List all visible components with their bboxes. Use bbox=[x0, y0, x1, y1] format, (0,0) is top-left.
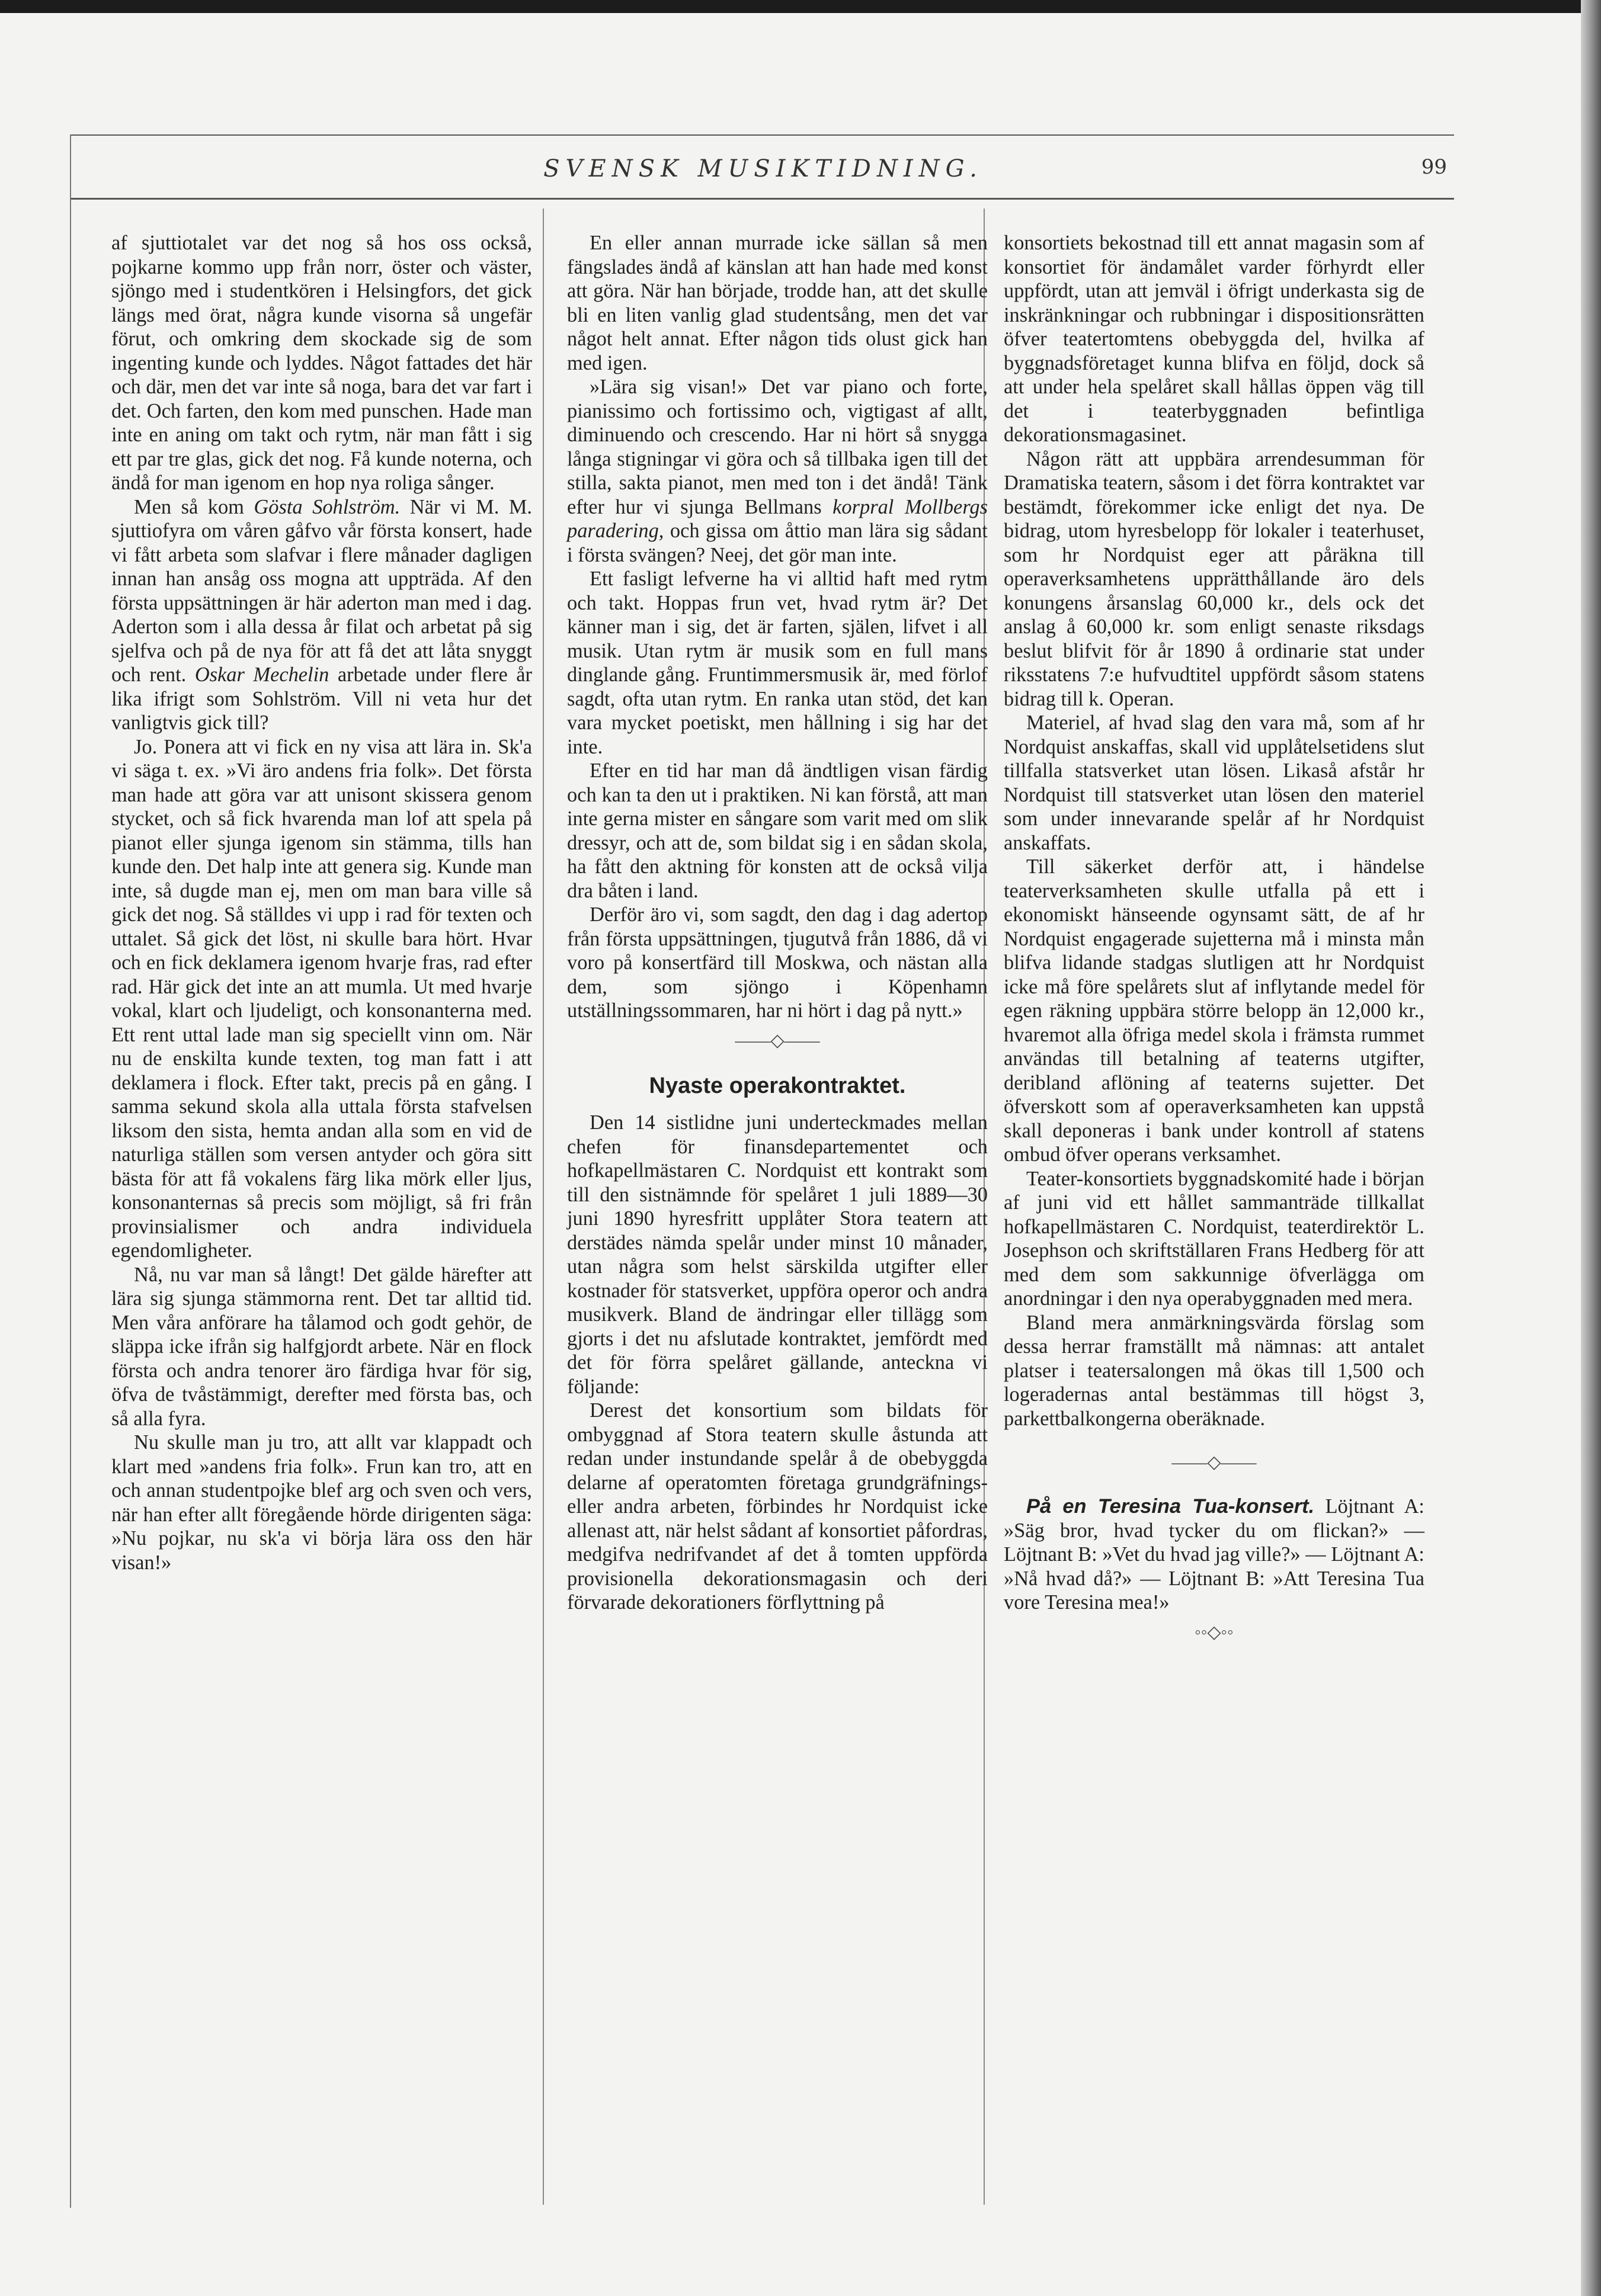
paragraph: Nå, nu var man så långt! Det gälde härefter att lära sig sjunga stämmorna rent. Det tar alltid tid. Men våra anförare ha tålamod och godt gehör, de släppa icke ifrån sig halfgjordt arbete. När en flock första och andra tenorer äro färdiga hvar för sig, öfva de tvåstämmigt, derefter med första bas, och så alla fyra. bbox=[111, 1263, 532, 1430]
separator-ornament: ——◇—— bbox=[735, 1030, 820, 1050]
paragraph: Jo. Ponera att vi fick en ny visa att lära in. Sk'a vi säga t. ex. »Vi äro andens fria folk». Det första man hade att göra var att unisont skissera genom stycket, och så fick hvarenda man lof att spela på pianot eller sjunga igenom sin stämma, tills han kunde den. Det halp inte att genera sig. Kunde man inte, så dugde man ej, men om man bara ville så gick det nog. Så ställdes vi upp i rad för texten och uttalet. Så gick det löst, ni skulle bara hört. Hvar och en fick deklamera igenom hvarje fras, rad efter rad. Här gick det inte an att mumla. Ut med hvarje vokal, klart och ljudeligt, och konsonanterna med. Ett rent uttal lade man sig speciellt vinn om. När nu de enskilta kunde texten, tog man fatt i att deklamera i flock. Efter takt, precis på en gång. I samma sekund skola alla uttala första stafvelsen liksom den sista, hemta andan alla som en vid de naturliga ställen som versen antyder och göra sitt bästa för att få vokalens färg lika mörk eller ljus, konsonanternas så precis som möjligt, så fri från provinsialismer och andra individuela egendomligheter. bbox=[111, 735, 532, 1262]
scan-top-edge bbox=[0, 0, 1601, 13]
paragraph: Nu skulle man ju tro, att allt var klappadt och klart med »andens fria folk». Frun kan tro, att en och annan studentpojke blef arg och sven och vers, när han efter allt föregående hörde dirigenten säga: »Nu pojkar, nu sk'a vi börja lära oss den här visan!» bbox=[111, 1431, 532, 1574]
paragraph: Någon rätt att uppbära arrendesumman för Dramatiska teatern, såsom i det förra kontraktet var bestämdt, förekommer icke enligt det nya. De bidrag, utom hyresbelopp för lokaler i teaterhuset, som hr Nordquist eger att påräkna till operaverksamhetens upprätthållande äro dels konungens årsanslag 60,000 kr., dels ock det anslag å 60,000 kr. som enligt senaste riksdags beslut blifvit för år 1890 å ordinarie stat under riksstatens 7:e hufvudtitel uppfördt såsom statens bidrag till k. Operan. bbox=[1004, 447, 1424, 710]
paragraph: Teater-konsortiets byggnadskomité hade i början af juni vid ett hållet sammanträde tillkallat hofkapellmästaren C. Nordquist, teaterdirektör L. Josephson och skriftställaren Frans Hedberg för att med dem som sakkunnige öfverlägga om anordningar i den nya operabyggnaden med mera. bbox=[1004, 1167, 1424, 1310]
paragraph: Efter en tid har man då ändtligen visan färdig och kan ta den ut i praktiken. Ni kan förstå, att man inte gerna mister en sångare som varit med om slik dressyr, och att de, som bildat sig i en sådan skola, ha fått den aktning för konsten att de också vilja dra båten i land. bbox=[567, 759, 988, 902]
column-divider-1 bbox=[543, 209, 544, 2205]
top-rule bbox=[70, 134, 1454, 136]
paragraph: Den 14 sistlidne juni underteckmades mellan chefen för finansdepartementet och hofkapellmästaren C. Nordquist ett kontrakt som till den sistnämnde för spelåret 1 juli 1889—30 juni 1890 hyresfritt upplåter Stora teatern att derstädes nämda spelår under minst 10 månader, utan några som helst särskilda utgifter eller kostnader för statsverket, uppföra operor och andra musikverk. Bland de ändringar eller tillägg som gjorts i det nu afslutade kontraktet, jemfördt med det för förra spelåret gällande, antecknа vi följande: bbox=[567, 1111, 988, 1398]
left-frame-rule bbox=[70, 134, 71, 2208]
page-header bbox=[76, 155, 1450, 197]
paragraph: Bland mera anmärkningsvärda förslag som dessa herrar framställt må nämnas: att antalet platser i teatersalongen må ökas till 1,500 och logeradernas antal bestämmas till högst 3, parkettbalkongerna oberäknade. bbox=[1004, 1311, 1424, 1430]
paragraph: af sjuttiotalet var det nog så hos oss också, pojkarne kommo upp från norr, öster och väster, sjöngo med i studentkören i Helsingfors, det gick längs med örat, några kunde visorna så ungefär förut, och omkring dem skockade sig de som ingenting kunde och lyddes. Något fattades det här och där, men det var inte så noga, bara det var fart i det. Och farten, den kom med punschen. Hade man inte en aning om takt och rytm, när man fått i sig ett par tre glas, gick det nog. Få kunde noterna, och ändå for man igenom en hop nya roliga sånger. bbox=[111, 232, 532, 494]
anecdote-paragraph: På en Teresina Tua-konsert. Löjtnant A: »Säg bror, hvad tycker du om flickan?» — Löjtnant B: »Vet du hvad jag ville?» — Löjtnant A: »Nå hvad då?» — Löjtnant B: »Att Teresina Tua vore Teresina mea!» bbox=[1004, 1495, 1424, 1614]
paragraph: Till säkerket derför att, i händelse teaterverksamheten skulle utfalla på ett i ekonomiskt hänseende ogynsamt sätt, de af hr Nordquist engagerade sujetterna må i minsta mån blifva lidande stadgas slutligen att hr Nordquist icke må före spelårets slut af inflytande medel för egen räkning uppbära större belopp än 12,000 kr., hvaremot alla öfriga medel skola i främsta rummet användas till betalning af teaterns utgifter, deribland aflöning af teaterns sujetter. Det öfverskott som af operaverksamheten kan uppstå skall deponeras i bank under kontroll af statens ombud öfver operans verksamhet. bbox=[1004, 855, 1424, 1166]
masthead-title: SVENSK MUSIKTIDNING. bbox=[543, 155, 983, 182]
section-heading: Nyaste operakontraktet. bbox=[649, 1073, 906, 1098]
scan-right-edge bbox=[1581, 0, 1601, 2296]
paragraph: Men så kom Gösta Sohlström. När vi M. M. sjuttiofyra om våren gåfvo vår första konsert, hade vi fått arbeta som slafvar i flere månader dagligen innan han ansåg oss mogna att uppträda. Af den första uppsättningen är här aderton man med i dag. Aderton som i alla dessa år filat och arbetat på sig sjelfva och på de nya för att få det att låta snyggt och rent. Oskar Mechelin arbetade under flere år lika ifrigt som Sohlström. Vill ni veta hur det vanligtvis gick till? bbox=[111, 495, 532, 734]
header-rule bbox=[70, 198, 1454, 200]
column-2 bbox=[567, 231, 988, 1615]
emphasis: korpral Mollbergs paradering, bbox=[567, 495, 988, 542]
paragraph: En eller annan murrade icke sällan så men fängslades ändå af känslan att han hade med konst att göra. När han började, trodde han, att det skulle bli en liten vanlig glad studentsång, men det var något helt annat. Efter någon tids olust gick han med igen. bbox=[567, 232, 988, 374]
column-3 bbox=[1004, 231, 1424, 1650]
paragraph: Materiel, af hvad slag den vara må, som af hr Nordquist anskaffas, skall vid upplåtelsetidens slut tillfalla statsverket utan lösen. Likaså afstår hr Nordquist till statsverket utan lösen den materiel som under innevarande spelår af hr Nordquist anskaffats. bbox=[1004, 711, 1424, 854]
separator-ornament: ——◇—— bbox=[1171, 1452, 1257, 1472]
page-number: 99 bbox=[1421, 155, 1447, 179]
anecdote-heading: På en Teresina Tua-konsert. bbox=[1026, 1495, 1315, 1518]
paragraph: Derest det konsortium som bildats för ombyggnad af Stora teatern skulle åstunda att redan under instundande spelår å de obebyggda delarne af operatomten företaga grundgräfnings- eller andra arbeten, förbindes hr Nordquist icke allenast att, när helst sådant af konsortiet påfordras, medgifva nedrifvandet af det å tomten uppförda provisionella dekorationsmagasin och deri förvarade dekorationers förflyttning på bbox=[567, 1399, 988, 1614]
newspaper-page bbox=[0, 13, 1581, 2296]
paragraph: konsortiets bekostnad till ett annat magasin som af konsortiet för ändamålet varder förhyrdt eller uppfördt, utan att jemväl i öfrigt underkasta sig de inskränkningar och rubbningar i dispositionsrätten öfver teatertomtens obebyggda del, hvilka af byggnadsföretaget kunna blifva en följd, dock så att under hela spelåret skall hållas öppen väg till det i teaterbyggnaden befintliga dekorationsmagasinet. bbox=[1004, 232, 1424, 446]
paragraph: Ett fasligt lefverne ha vi alltid haft med rytm och takt. Hoppas frun vet, hvad rytm är? Det känner man i sig, det är farten, själen, lifvet i all musik. Utan rytm är musik som en full mans dinglande gång. Fruntimmersmusik är, med förlof sagdt, ofta utan rytm. En ranka utan stöd, det kan vara mycket poetiskt, men hållning i sig har det inte. bbox=[567, 567, 988, 758]
column-1 bbox=[111, 231, 532, 1575]
paragraph: Derför äro vi, som sagdt, den dag i dag adertop från första uppsättningen, tjugutvå från 1886, då vi voro på konsertfärd till Moskwa, och nästan alla dem, som sjöngo i Köpenhamn utställningssommaren, har ni hört i dag på nytt.» bbox=[567, 903, 988, 1022]
paragraph: »Lära sig visan!» Det var piano och forte, pianissimo och fortissimo och, vigtigast af allt, diminuendo och crescendo. Har ni hört så snygga långa stigningar vi göra och så tillbaka igen till det stilla, sakta pianot, men med ton i det ändå! Tänk efter hur vi sjunga Bellmans korpral Mollbergs paradering, och gissa om åttio man lära sig sådant i första svängen? Neej, det gör man inte. bbox=[567, 376, 988, 566]
emphasis: Oskar Mechelin bbox=[194, 663, 329, 686]
emphasis: Gösta Sohlström. bbox=[254, 495, 401, 518]
separator-ornament: ◦◦◇◦◦ bbox=[1195, 1622, 1234, 1642]
